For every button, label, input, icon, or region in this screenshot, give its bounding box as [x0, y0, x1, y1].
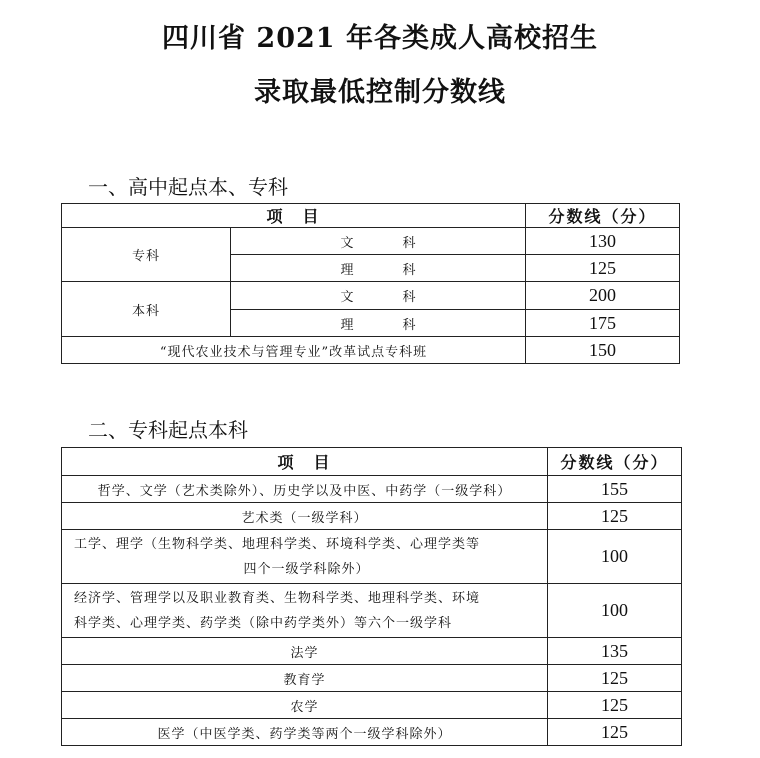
score-value: 100 — [548, 530, 682, 584]
score-value: 175 — [526, 310, 680, 337]
header-project: 项 目 — [62, 204, 526, 228]
table-row — [62, 692, 682, 719]
score-value: 125 — [548, 665, 682, 692]
sub-label: 文 科 — [231, 282, 526, 310]
subject-label: 教育学 — [62, 665, 548, 692]
header-score: 分数线（分） — [526, 204, 680, 228]
sub-label: 文 科 — [231, 228, 526, 255]
header-project: 项 目 — [62, 448, 548, 476]
section1-heading: 一、高中起点本、专科 — [88, 175, 288, 199]
page-title-line1: 四川省 2021 年各类成人高校招生 — [162, 23, 598, 54]
section2-table — [61, 447, 682, 746]
score-value: 125 — [548, 719, 682, 746]
table-row — [62, 282, 680, 310]
subject-label: 医学（中医学类、药学类等两个一级学科除外） — [62, 719, 548, 746]
group-label: 专科 — [62, 228, 231, 282]
score-value: 100 — [548, 584, 682, 638]
table-row — [62, 476, 682, 503]
subject-label: 法学 — [62, 638, 548, 665]
score-value: 200 — [526, 282, 680, 310]
table-row — [62, 719, 682, 746]
page-title-line2: 录取最低控制分数线 — [254, 77, 506, 108]
special-class-label: “现代农业技术与管理专业”改革试点专科班 — [62, 337, 526, 364]
score-value: 125 — [548, 503, 682, 530]
score-value: 135 — [548, 638, 682, 665]
table-row — [62, 228, 680, 255]
subject-label — [62, 584, 548, 638]
sub-label: 理 科 — [231, 310, 526, 337]
subject-label-line1: 经济学、管理学以及职业教育类、生物科学类、地理科学类、环境 — [74, 590, 481, 606]
header-score: 分数线（分） — [548, 448, 682, 476]
sub-label: 理 科 — [231, 255, 526, 282]
score-value: 125 — [548, 692, 682, 719]
table-header-row — [62, 204, 680, 228]
subject-label: 农学 — [62, 692, 548, 719]
score-value: 130 — [526, 228, 680, 255]
table-row — [62, 337, 680, 364]
subject-label-line2: 四个一级学科除外） — [243, 561, 370, 577]
score-value: 125 — [526, 255, 680, 282]
section1-table — [61, 203, 680, 364]
table-header-row — [62, 448, 682, 476]
subject-label-line2: 科学类、心理学类、药学类（除中药学类外）等六个一级学科 — [74, 615, 453, 631]
score-value: 155 — [548, 476, 682, 503]
subject-label — [62, 530, 548, 584]
table-row — [62, 530, 682, 584]
group-label: 本科 — [62, 282, 231, 337]
section2-heading: 二、专科起点本科 — [88, 418, 248, 442]
subject-label-line1: 工学、理学（生物科学类、地理科学类、环境科学类、心理学类等 — [74, 536, 481, 552]
table-row — [62, 638, 682, 665]
subject-label: 哲学、文学（艺术类除外）、历史学以及中医、中药学（一级学科） — [62, 476, 548, 503]
subject-label: 艺术类（一级学科） — [62, 503, 548, 530]
table-row — [62, 503, 682, 530]
table-row — [62, 665, 682, 692]
score-value: 150 — [526, 337, 680, 364]
table-row — [62, 584, 682, 638]
